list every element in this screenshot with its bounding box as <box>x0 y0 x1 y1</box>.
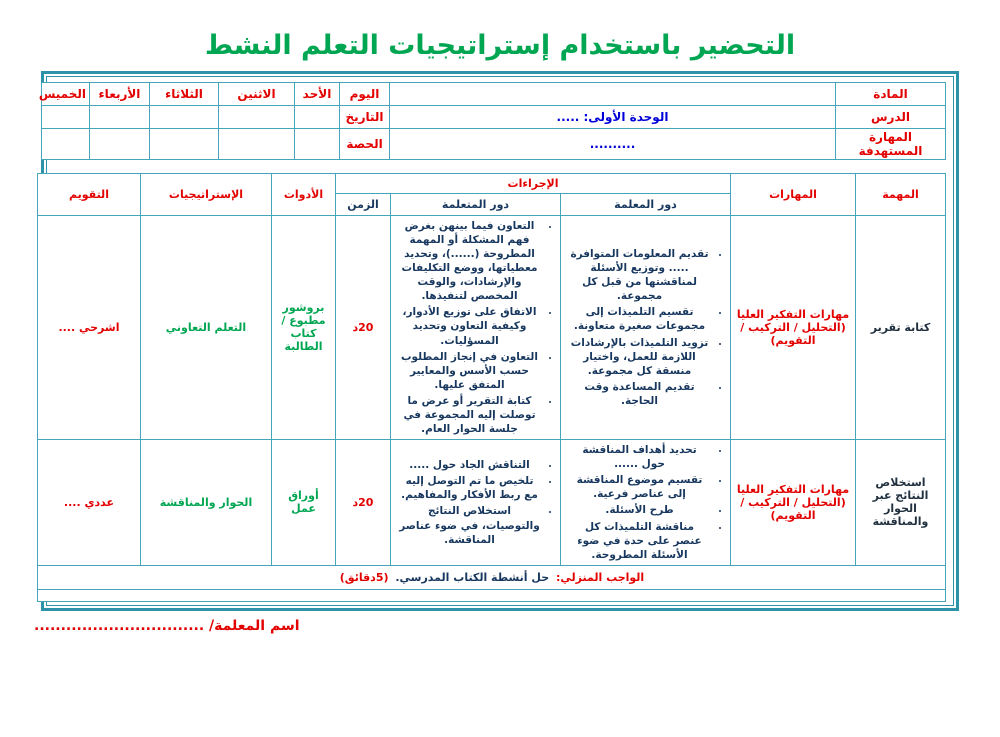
date-cell <box>150 106 219 129</box>
strategy-cell: التعلم التعاوني <box>140 216 271 440</box>
date-label: التاريخ <box>340 106 390 129</box>
skills-cell: مهارات التفكير العليا (التحليل / التركيب / التقويم) <box>731 216 856 440</box>
teacher-role-item: • تحديد أهداف المناقشة حول ...... <box>569 443 710 471</box>
date-cell <box>42 106 90 129</box>
period-cell <box>42 129 90 160</box>
day-label: اليوم <box>340 83 390 106</box>
worksheet-frame-inner <box>38 76 954 606</box>
teacher-role-header: دور المعلمة <box>561 194 731 216</box>
plan-row-2 <box>37 439 945 565</box>
table-gap <box>54 160 946 173</box>
period-cell <box>219 129 295 160</box>
task-cell: كتابة تقرير <box>856 216 946 440</box>
day-thursday: الخميس <box>42 83 90 106</box>
task-header: المهمة <box>856 174 946 216</box>
lesson-value: الوحدة الأولى: ..... <box>390 106 836 129</box>
date-cell <box>295 106 340 129</box>
day-monday: الاثنين <box>219 83 295 106</box>
teacher-role-item: • تقديم المساعدة وقت الحاجة. <box>569 380 710 408</box>
time-cell: 20د <box>335 216 390 440</box>
skills-header: المهارات <box>731 174 856 216</box>
teacher-role-list <box>567 247 724 408</box>
learner-role-item: • تلخيص ما تم التوصل إليه مع ربط الأفكار والمفاهيم. <box>399 474 540 502</box>
learner-role-cell <box>391 439 561 565</box>
teacher-role-cell <box>561 439 731 565</box>
date-cell <box>219 106 295 129</box>
homework-duration: (5دقائق) <box>339 570 389 584</box>
strategies-header: الإستراتيجيات <box>140 174 271 216</box>
info-row-subject <box>42 83 946 106</box>
tools-cell: أوراق عمل <box>271 439 335 565</box>
target-skill-value: .......... <box>390 129 836 160</box>
learner-role-item: • استخلاص النتائج والتوصيات، في ضوء عناصر المناقشة. <box>399 504 540 546</box>
strategy-cell: الحوار والمناقشة <box>140 439 271 565</box>
learner-role-item: • التعاون في إنجاز المطلوب حسب الأسس والمعايير المتفق عليها. <box>399 350 540 392</box>
period-label: الحصة <box>340 129 390 160</box>
info-row-lesson <box>42 106 946 129</box>
lesson-plan-page <box>0 30 1000 634</box>
plan-row-1 <box>37 216 945 440</box>
teacher-role-item: • تقسيم التلميذات إلى مجموعات صغيرة متعاونة. <box>569 305 710 333</box>
date-cell <box>90 106 150 129</box>
worksheet-frame <box>38 71 959 611</box>
teacher-role-list <box>567 443 724 562</box>
learner-role-header: دور المتعلمة <box>391 194 561 216</box>
empty-cell <box>37 589 945 601</box>
header-row-top <box>37 174 945 194</box>
homework-row <box>37 565 945 589</box>
teacher-role-cell <box>561 216 731 440</box>
period-cell <box>90 129 150 160</box>
teacher-role-item: • مناقشة التلميذات كل عنصر على حدة في ضوء الأسئلة المطروحة. <box>569 520 710 562</box>
info-row-target-skill <box>42 129 946 160</box>
page-title: التحضير باستخدام إستراتيجيات التعلم النشط <box>204 30 796 61</box>
time-cell: 20د <box>335 439 390 565</box>
period-cell <box>150 129 219 160</box>
procedures-header: الإجراءات <box>335 174 730 194</box>
period-cell <box>295 129 340 160</box>
subject-value <box>390 83 836 106</box>
evaluation-header: التقويم <box>37 174 140 216</box>
tools-cell: بروشور مطبوع / كتاب الطالبة <box>271 216 335 440</box>
time-header: الزمن <box>335 194 390 216</box>
day-tuesday: الثلاثاء <box>150 83 219 106</box>
day-wednesday: الأربعاء <box>90 83 150 106</box>
teacher-role-item: • تقديم المعلومات المتوافرة ..... وتوزيع الأسئلة لمناقشتها من قبل كل مجموعة. <box>569 247 710 303</box>
teacher-role-item: • طرح الأسئلة. <box>569 503 710 517</box>
homework-label: الواجب المنزلي: <box>555 570 645 584</box>
teacher-role-item: • تزويد التلميذات بالإرشادات اللازمة للعمل، واختيار منسقة كل مجموعة. <box>569 336 710 378</box>
subject-label: المادة <box>836 83 946 106</box>
lesson-label: الدرس <box>836 106 946 129</box>
teacher-role-item: • تقسيم موضوع المناقشة إلى عناصر فرعية. <box>569 473 710 501</box>
info-table <box>38 82 946 160</box>
target-skill-label: المهارة المستهدفة <box>836 129 946 160</box>
day-sunday: الأحد <box>295 83 340 106</box>
learner-role-list <box>397 219 554 436</box>
planning-table <box>37 173 946 602</box>
tools-header: الأدوات <box>271 174 335 216</box>
learner-role-item: • الاتفاق على توزيع الأدوار، وكيفية التعاون وتحديد المسؤليات. <box>399 305 540 347</box>
teacher-name-line: اسم المعلمة/ ................................ <box>34 617 300 634</box>
learner-role-list <box>397 458 554 546</box>
task-cell: استخلاص النتائج عبر الحوار والمناقشة <box>856 439 946 565</box>
evaluation-cell: اشرحي .... <box>37 216 140 440</box>
empty-bottom-row <box>37 589 945 601</box>
homework-cell <box>37 565 945 589</box>
learner-role-cell <box>391 216 561 440</box>
learner-role-item: • التعاون فيما بينهن بغرض فهم المشكلة أو المهمة المطروحة (......)، وتحديد معطياتها، ووضع التكليفات والإرشادات، والوقت المخصص لتنفيذها. <box>399 219 540 303</box>
skills-cell: مهارات التفكير العليا (التحليل / التركيب / التقويم) <box>731 439 856 565</box>
learner-role-item: • التناقش الجاد حول ..... <box>399 458 540 472</box>
homework-text: حل أنشطة الكتاب المدرسي. <box>395 570 550 584</box>
learner-role-item: • كتابة التقرير أو عرض ما توصلت إليه المجموعة في جلسة الحوار العام. <box>399 394 540 436</box>
evaluation-cell: عددي .... <box>37 439 140 565</box>
